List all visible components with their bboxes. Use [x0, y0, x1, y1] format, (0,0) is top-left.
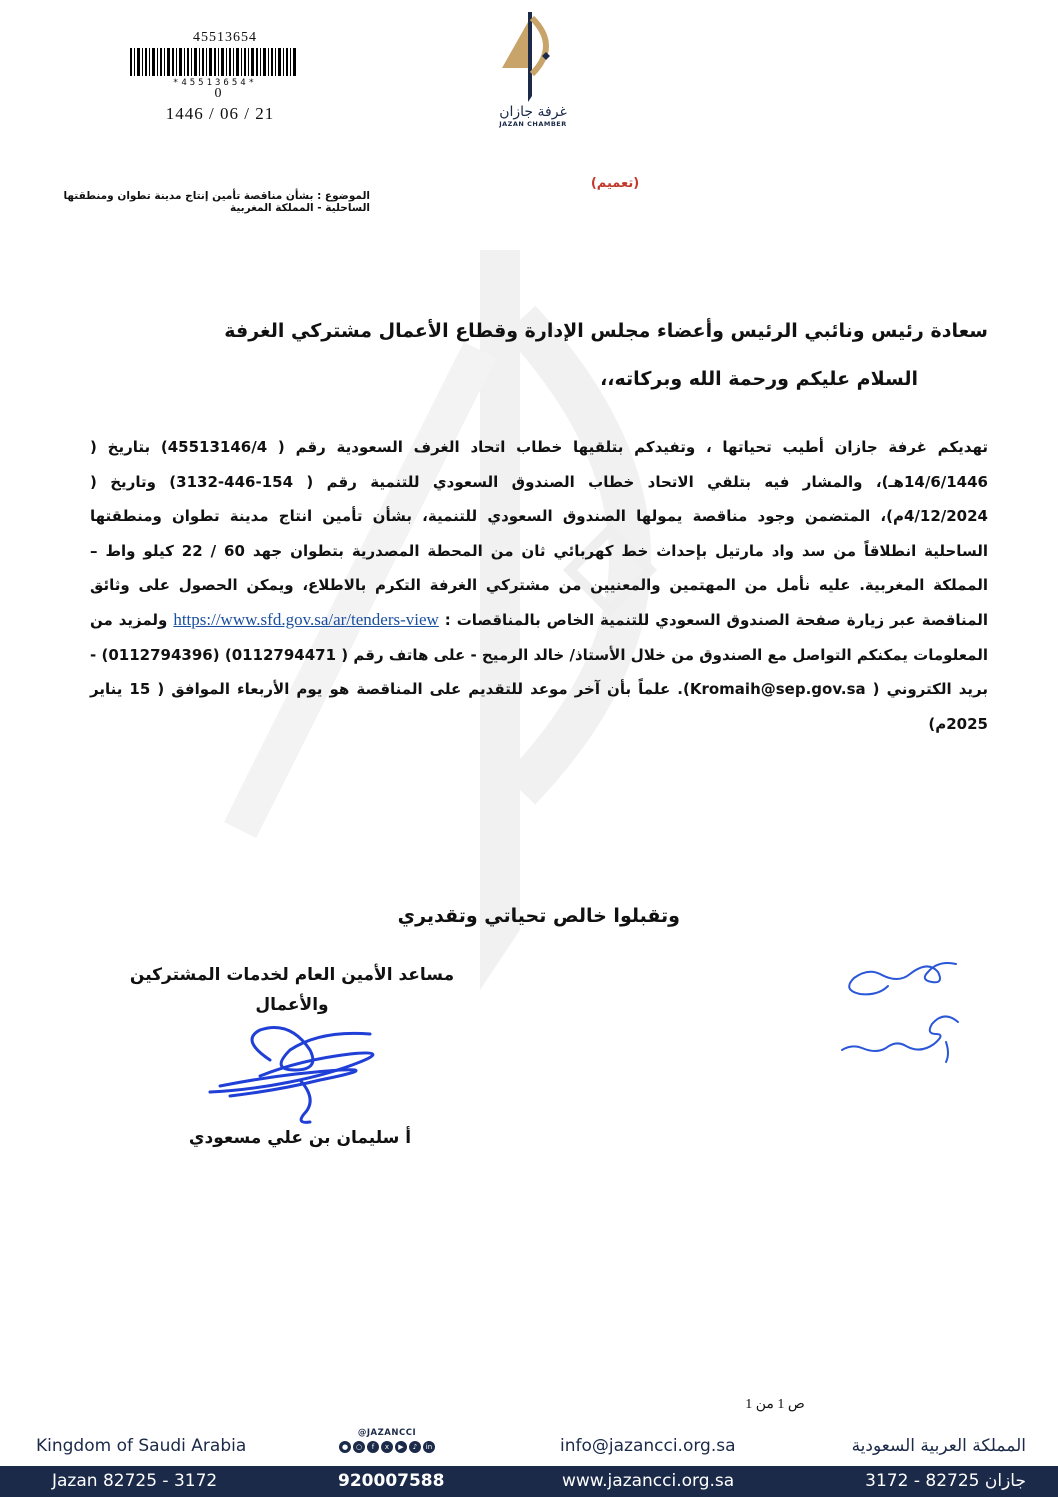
logo-mark-icon — [488, 8, 578, 104]
jazan-chamber-logo — [488, 8, 578, 136]
footer-email[interactable]: info@jazancci.org.sa — [560, 1436, 736, 1456]
instagram-icon[interactable]: ○ — [353, 1441, 365, 1453]
page-indicator: ص 1 من 1 — [745, 1397, 805, 1412]
logo-text-arabic: غرفة جازان — [499, 104, 567, 120]
signer-title-line-1: مساعد الأمين العام لخدمات المشتركين — [129, 965, 455, 985]
footer-address-bar — [0, 1466, 1058, 1497]
social-handle: @JAZANCCI — [357, 1428, 417, 1438]
logo-text-english: JAZAN CHAMBER — [499, 120, 567, 128]
body-part-2: ولمزيد من المعلومات يمكنكم التواصل مع الصندوق من خلال الأستاذ/ خالد الرميح - على هاتف رقم ( 0112794471) (0112794396) - بريد الكتروني ( Kromaih@sep.gov.sa). علماً بأن آخر موعد للتقديم على المناقصة هو يوم الأربعاء الموافق ( 15 يناير 2025م) — [90, 610, 989, 733]
subject-line-2: الساحلية - المملكة المغربية — [229, 202, 370, 214]
handwritten-signature — [200, 1020, 430, 1130]
closing-remark: وتقبلوا خالص تحياتي وتقديري — [397, 905, 680, 927]
footer-phone[interactable]: 920007588 — [338, 1471, 445, 1491]
handwritten-initials — [828, 950, 968, 1080]
footer-website[interactable]: www.jazancci.org.sa — [562, 1471, 735, 1491]
youtube-icon[interactable]: ▶ — [395, 1441, 407, 1453]
signer-name: أ سليمان بن علي مسعودي — [188, 1128, 412, 1148]
facebook-icon[interactable]: f — [367, 1441, 379, 1453]
signer-title — [100, 960, 484, 1020]
footer-postal-ar: جازان 82725 - 3172 — [865, 1471, 1026, 1491]
greeting: السلام عليكم ورحمة الله وبركاته،، — [600, 368, 918, 390]
body-part-1: تهديكم غرفة جازان أطيب تحياتها ، وتفيدكم بتلقيها خطاب اتحاد الغرف السعودية رقم ( 45513146/4) بتاريخ ( 14/6/1446هـ)، والمشار فيه بتلقي الاتحاد خطاب الصندوق السعودي للتنمية رقم ( 154-446-3132) وتاريخ ( 4/12/2024م)، المتضمن وجود مناقصة يمولها الصندوق السعودي للتنمية، بشأن تأمين انتاج مدينة تطوان ومنطقتها الساحلية انطلاقاً من سد واد مارتيل بإحداث خط كهربائي ثان من المحطة المصدرية بتطوان جهد 60 / 22 كيلو واط – المملكة المغربية. عليه نأمل من المهتمين والمعنيين من مشتركي الغرفة التكرم بالاطلاع، ويمكن الحصول على وثائق المناقصة عبر زيارة صفحة الصندوق السعودي للتنمية الخاص بالمناقصات : — [90, 438, 988, 629]
reference-number: 45513654 — [193, 30, 257, 45]
signer-title-line-2: والأعمال — [255, 995, 329, 1015]
tiktok-icon[interactable]: ♪ — [409, 1441, 421, 1453]
circular-label: (تعميم) — [590, 176, 640, 191]
reference-suffix: 0 — [214, 86, 222, 101]
tenders-link[interactable]: https://www.sfd.gov.sa/ar/tenders-view — [173, 609, 439, 629]
subject — [60, 190, 370, 214]
footer-country-ar: المملكة العربية السعودية — [851, 1436, 1026, 1456]
subject-line-1: الموضوع : بشأن مناقصة تأمين إنتاج مدينة تطوان ومنطقتها — [63, 190, 370, 202]
letter-body — [90, 430, 988, 741]
salutation: سعادة رئيس ونائبي الرئيس وأعضاء مجلس الإدارة وقطاع الأعمال مشتركي الغرفة — [224, 320, 988, 342]
linkedin-icon[interactable]: in — [423, 1441, 435, 1453]
footer-contact-bar — [0, 1428, 1058, 1466]
barcode — [128, 48, 298, 76]
snapchat-icon[interactable]: ● — [339, 1441, 351, 1453]
x-twitter-icon[interactable]: x — [381, 1441, 393, 1453]
social-media-block — [337, 1428, 437, 1453]
footer-country-en: Kingdom of Saudi Arabia — [36, 1436, 247, 1456]
footer-postal-en: Jazan 82725 - 3172 — [52, 1471, 218, 1491]
hijri-date: 1446 / 06 / 21 — [165, 104, 275, 123]
barcode-digits: *45513654* — [172, 78, 258, 88]
